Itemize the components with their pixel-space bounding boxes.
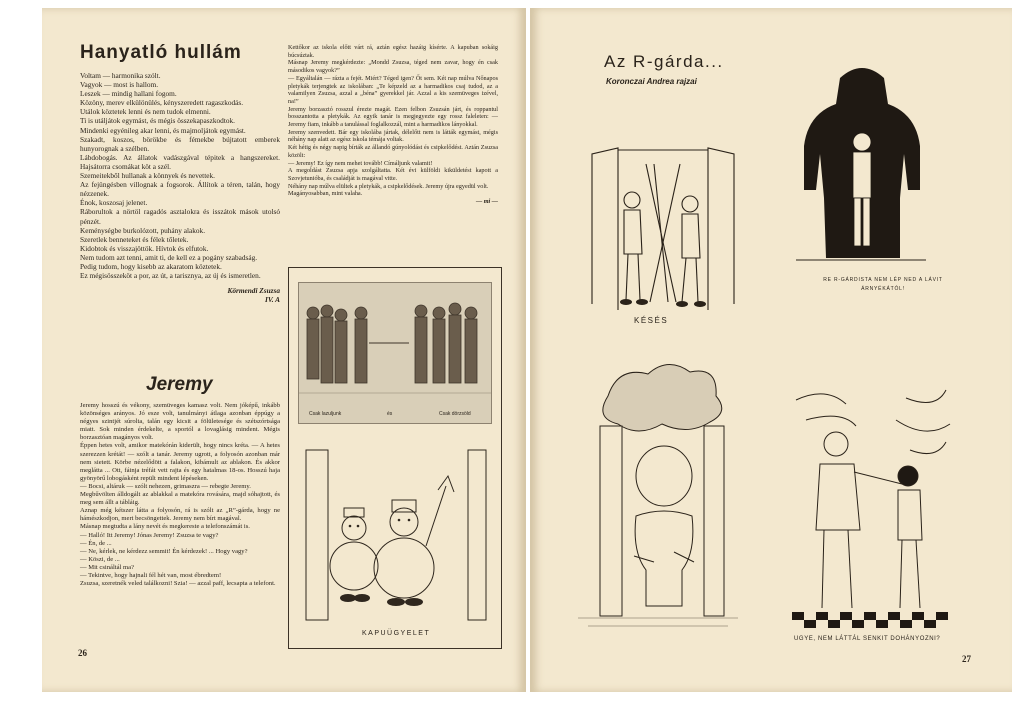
jeremy-column-1 xyxy=(80,402,280,588)
page-number-right: 27 xyxy=(962,654,971,664)
poem-line: Énok, koszosaj jelenet. xyxy=(80,198,148,208)
poem-line: Közöny, merev elkülönülés, kényszeredett ragaszkodás. xyxy=(80,98,244,108)
right-page xyxy=(530,8,1012,692)
caption-shadow: RE R-GÁRDISTA NEM LÉP NED A LÁVIT ÁRNYÉKÁTÓL! xyxy=(823,277,943,292)
page-number-left: 26 xyxy=(78,648,87,658)
caption-no-smoking: UGYE, NEM LÁTTÁL SENKIT DOHÁNYOZNI? xyxy=(794,636,941,642)
jeremy-paragraph: Jeremy borzasztó rosszul érezte magát. Ezen felbon Zsuzsán járt, és roppantul bosszantotta a pletykák. Az egyik tanár is megjegyezte egy rossz faleleten: — Jeremy fiam, inkább a tanulással foglalkozzál, mint a harmadikos lányokkal. xyxy=(288,105,498,129)
jeremy-paragraph: — Bocsi, altáruk — szólt nehezen, grimaszra — rebegte Jeremy. xyxy=(80,482,251,490)
caption-keses: KÉSÉS xyxy=(634,316,669,325)
poem-line: Mindenki egyénileg akar lenni, és majmoljátok egymást. xyxy=(80,125,246,135)
jeremy-paragraph: Aznap még kétszer látta a folyosón, rá is szólt az „R”-gárda, hogy ne hámészkodjon, mert becsöngettek. Jeremy nem bírt magával. xyxy=(80,507,280,523)
snowmen-drawing xyxy=(298,446,490,622)
group-figures-drawing xyxy=(299,283,491,423)
jeremy-paragraph: — Én, de ... xyxy=(80,539,112,547)
jeremy-paragraph: Másnap megtudta a lány nevét és megkereste a telefonszámát is. xyxy=(80,523,250,531)
jeremy-paragraph: Kettőkor az iskola előtt várt rá, aztán egész hazáig kísérte. A kapuban sokáig búcsúztak. xyxy=(288,44,498,59)
poem-line: Ti is utáljátok egymást, és mégis összekapaszkodtok. xyxy=(80,116,235,126)
jeremy-paragraph: — Jeremy! Ez így nem mehet tovább! Címáljunk valamit! xyxy=(288,159,433,167)
no-smoking-cartoon xyxy=(786,380,956,630)
cartoon-series-title: Az R-gárda... xyxy=(604,52,724,71)
jeremy-paragraph: — Mit csináltál ma? xyxy=(80,563,135,571)
poem-line: Keménységbe burkolózott, puhány alakok. xyxy=(80,225,206,235)
poem-line: Ráborultok a nörtöl ragadós asztalokra és isszátok mások utolsó pénzét. xyxy=(80,207,280,226)
poem-line: Utálok köztetek lenni és nem tudok elmenni. xyxy=(80,107,211,117)
photo-caption-middle: és xyxy=(387,411,393,417)
group-drawing xyxy=(298,282,492,424)
late-arrival-cartoon xyxy=(588,124,738,314)
jeremy-paragraph: Néhány nap múlva elültek a pletykák, a csipkelődések. Jeremy újra egyedül volt. xyxy=(288,182,489,190)
poem-line: Szeretlek benneteket és félek tőletek. xyxy=(80,234,189,244)
jeremy-paragraph: — Egyáltalán — rázta a fejét. Miért? Téged igen? Őt sem. Két nap múlva Nőnapos pletykák terjengtek az iskolában: „Te képzeld az a harmadikos csaj tudod, az a valamilyen Zsuzsa, azzal a „béna” gyerekkel jár. Azzal a kis szemüveges izével, na!” xyxy=(288,74,498,105)
poem-line: Voltam — harmonika szólt. xyxy=(80,71,161,80)
toilet-smoke-cartoon xyxy=(578,356,738,636)
jeremy-paragraph: Jeremy hosszú és vékony, szemüveges kamasz volt. Nem jóképű, inkább közönséges arányos. Jó esze volt, tanulmányi átlaga azonban éppúgy a négyes szintjét súrolta, talán egy kicsit a fölületesége és szétszórtsága miatt. Sok minden érdekelte, a sportól a lovaglásig mindent. Mégis borzasztóan magányos volt. xyxy=(80,402,280,442)
poem-line: Az fejüngésben villognak a fogsorok. Állítok a téren, talán, hogy nézzenek. xyxy=(80,180,280,199)
poem-line: Kidobtok és visszajöttök. Hívtok és elfutok. xyxy=(80,243,209,253)
cartoon-series-subtitle: Koronczai Andrea rajzai xyxy=(606,77,697,86)
jeremy-paragraph: Megbűvölten álldogált az ablakkal a matekóra rovására, majd sóhajtott, és meg sem állt a tábláig. xyxy=(80,491,280,507)
photo-caption-left: Csak lazuljunk xyxy=(309,411,342,417)
jeremy-paragraph: Éppen hetes volt, amikor matekórán kiderült, hogy nincs kréta. — A hetes szerezzen krétát! — szólt a tanár. Jeremy ugrott, a folyosón azonban már nem sietett. Körbe nézelődött a falakon, kibámult az ablakon. És akkor meglátta ... Ott, fáinja tréfát vett rajta és egy hatalmas 18-os. Hosszú haja gyönyörű lobogásként repült mindent lépéseken. xyxy=(80,442,280,482)
jeremy-paragraph: Másnap Jeremy megkérdezte: „Mondd Zsuzsa, téged nem zavar, hogy én csak másodikos vagyok?” xyxy=(288,59,498,75)
jeremy-title: Jeremy xyxy=(146,374,213,395)
poem-line: Nem tudom azt tenni, amit ti, de kell ez a pogány szabadság. xyxy=(80,252,258,262)
jeremy-paragraph: Két hétig és négy napig bírták az állandó gúnyolódást és csipkelődést. Aztán Zsuzsa közölt: xyxy=(288,144,498,159)
jeremy-author: — mi — xyxy=(475,198,498,206)
poem-line: Ez mégisösszeköt a por, az út, a tarisznya, az új és ismeretlen. xyxy=(80,271,261,281)
jeremy-paragraph: — Halló! Itt Jeremy! Jónas Jeremy! Zsuzsa te vagy? xyxy=(80,531,219,539)
poem-line: Szemeitekből hullanak a könnyek és nevettek. xyxy=(80,171,215,181)
jeremy-paragraph: Jeremy szenvedett. Bár egy iskolába jártak, délelőtt nem is látták egymást, mégis néhány nap alatt az egész iskola témája voltak. xyxy=(288,128,498,144)
jeremy-paragraph: — Ne, kérlek, ne kérdezz semmit! Én kérdezek! ... Hogy vagy? xyxy=(80,547,248,555)
poem-signature-name: Körmendi Zsuzsa xyxy=(227,286,280,296)
poem-line: Leszek — mindig hallani fogom. xyxy=(80,89,177,99)
poem-title: Hanyatló hullám xyxy=(80,42,242,63)
jeremy-column-2 xyxy=(288,44,498,206)
jeremy-paragraph: — Tekintve, hogy hajnali fél hét van, most ébredtem! xyxy=(80,571,222,579)
poem-line: Vagyok — most is hallom. xyxy=(80,80,159,90)
jeremy-paragraph: Zsuzsa, szeretnék veled találkozni! Szia! — azzal paff, lecsapta a telefont. xyxy=(80,580,276,588)
poem-signature-class: IV. A xyxy=(264,295,280,305)
shadow-guard-cartoon xyxy=(796,58,926,268)
drawing-caption-kapuugyelet: KAPUÜGYELET xyxy=(362,630,431,637)
poem-line: Szakadt, koszos, börökbe és fémekbe bújtatott emberek hunyorognak a szélben. xyxy=(80,134,280,153)
photo-caption-right: Csak dörzsöld xyxy=(439,411,471,417)
jeremy-paragraph: A megoldást Zsuzsa apja szolgáltatta. Két évi külföldi kiküldetést kapott a Szovjetunióba, és családját is magával vitte. xyxy=(288,167,498,182)
left-page xyxy=(42,8,526,692)
poem-line: Pedig tudom, hogy kisebb az akaratom köztetek. xyxy=(80,261,222,271)
jeremy-paragraph: — Köszi, de ... xyxy=(80,555,120,563)
poem-line: Lábdobogás. Az állatok vadászgával tépitek a hangszereket. Hajsátorra csomákat köt a szél. xyxy=(80,152,280,171)
jeremy-paragraph: Magányosabban, mint valaha. xyxy=(288,190,363,198)
poem-text xyxy=(80,71,280,304)
